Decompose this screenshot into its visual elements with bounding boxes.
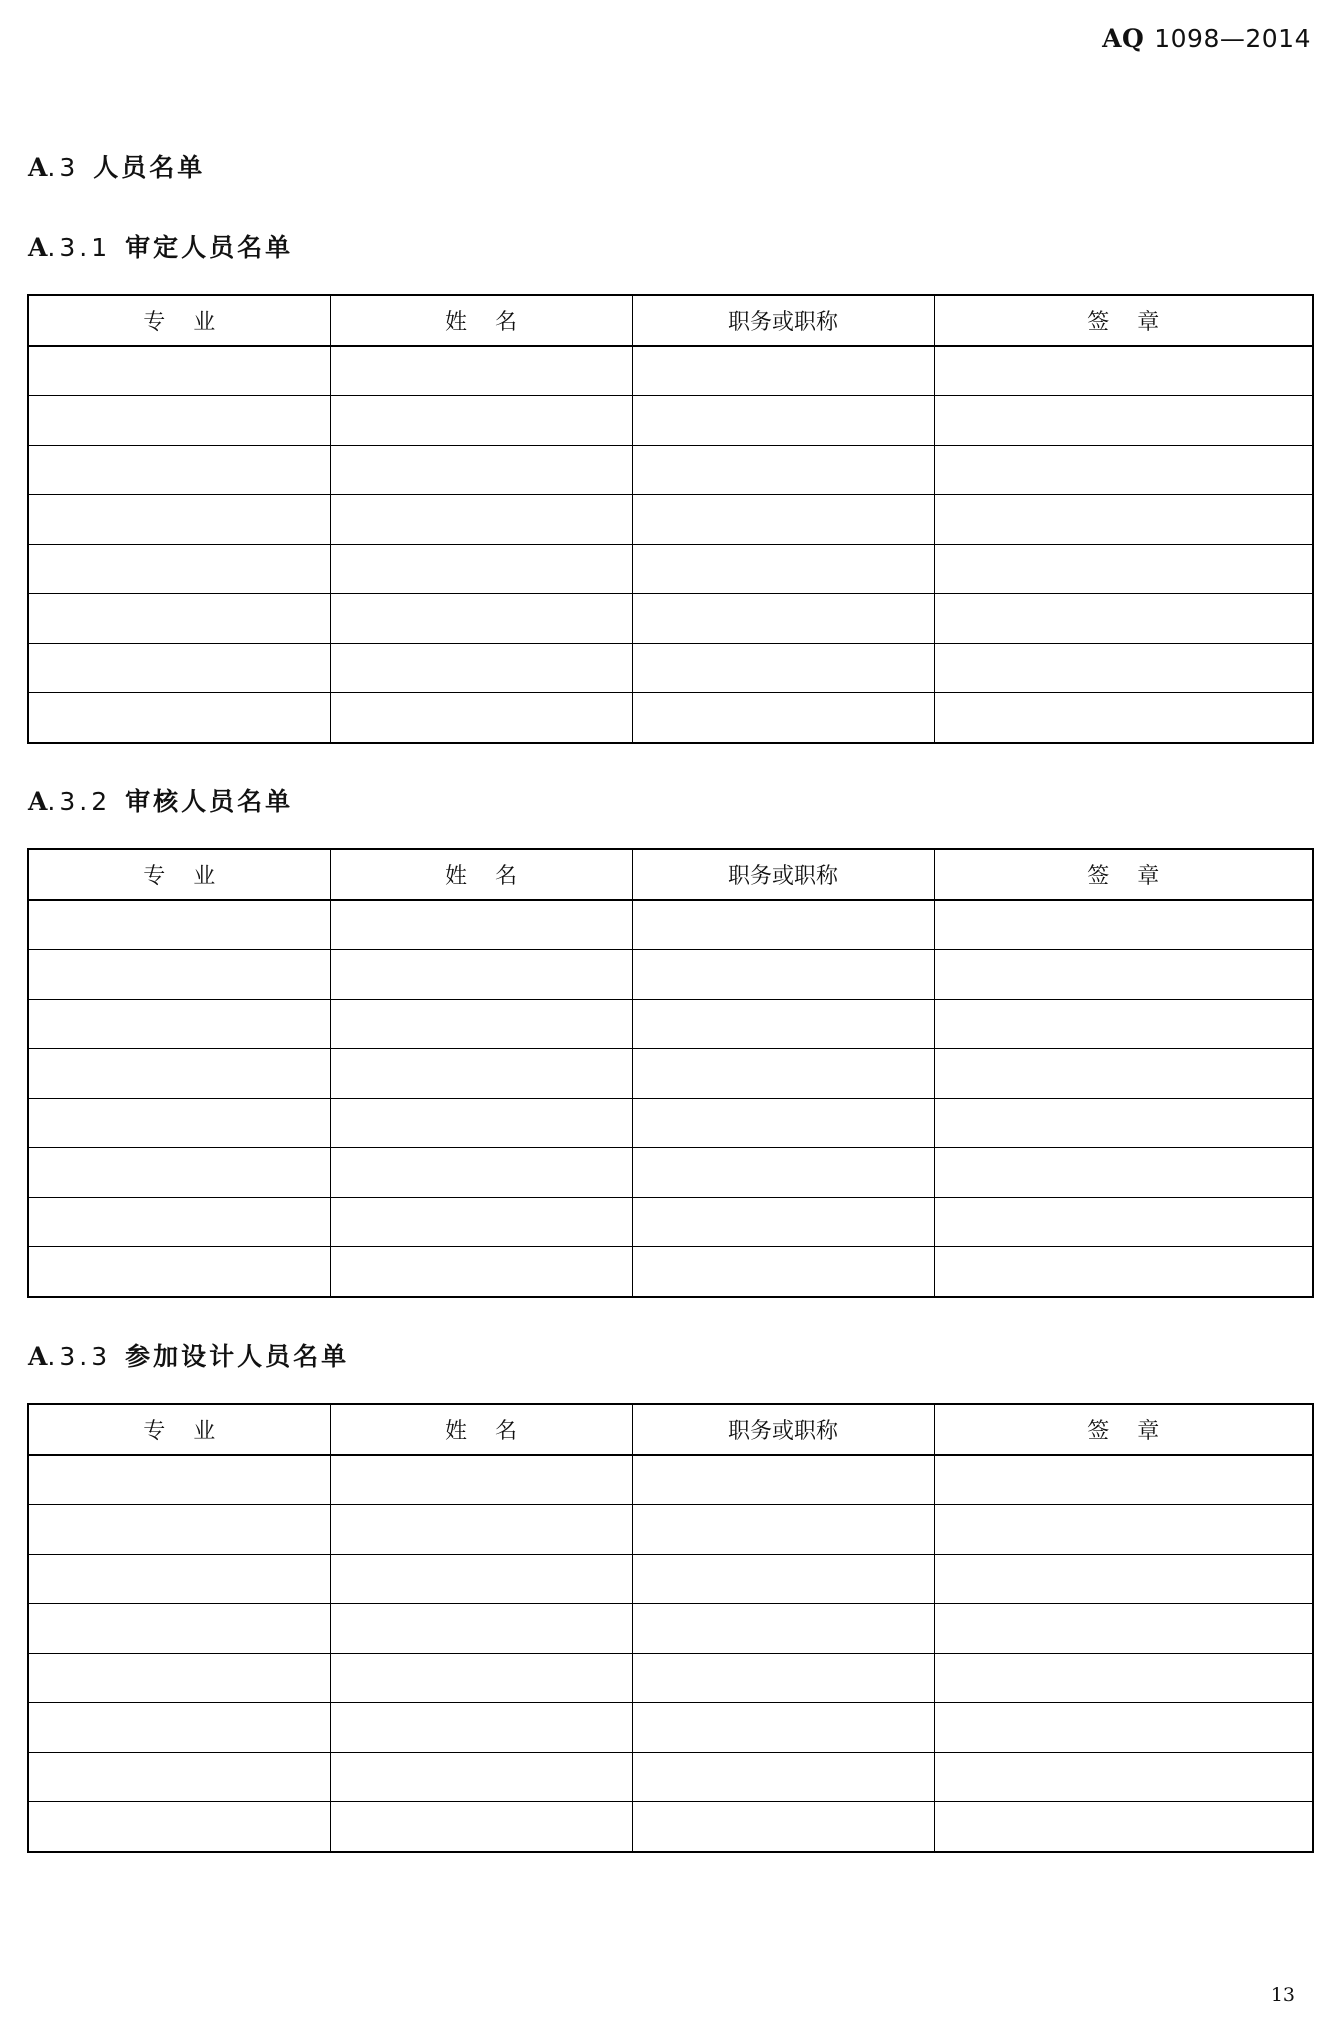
table-row — [28, 445, 1313, 495]
table-cell — [330, 1802, 632, 1852]
table-cell — [28, 1703, 330, 1753]
table-row — [28, 396, 1313, 446]
column-header-title: 职务或职称 — [632, 1404, 934, 1455]
table-row — [28, 950, 1313, 1000]
table-row — [28, 693, 1313, 743]
table-cell — [28, 544, 330, 594]
table-cell — [28, 1505, 330, 1555]
table-cell — [330, 1197, 632, 1247]
table-header-row — [28, 849, 1313, 900]
table-cell — [330, 495, 632, 545]
table-cell — [330, 950, 632, 1000]
subsection-title: 参加设计人员名单 — [125, 1342, 350, 1371]
table-cell — [632, 495, 934, 545]
table-cell — [330, 594, 632, 644]
standard-number: 1098—2014 — [1154, 24, 1311, 53]
table-cell — [28, 1554, 330, 1604]
subsection-number: A.3.2 — [28, 787, 112, 816]
table-row — [28, 1455, 1313, 1505]
table-cell — [934, 1505, 1313, 1555]
column-header-specialty: 专 业 — [28, 1404, 330, 1455]
table-cell — [28, 495, 330, 545]
table-header-row — [28, 1404, 1313, 1455]
table-heading-design — [28, 1337, 349, 1373]
table-row — [28, 1197, 1313, 1247]
section-number: A.3 — [28, 153, 80, 182]
column-header-signature: 签 章 — [934, 849, 1313, 900]
table-row — [28, 1148, 1313, 1198]
table-cell — [632, 1098, 934, 1148]
table-cell — [330, 1098, 632, 1148]
table-cell — [330, 999, 632, 1049]
table-cell — [28, 643, 330, 693]
table-cell — [330, 900, 632, 950]
table-cell — [28, 693, 330, 743]
table-cell — [330, 1247, 632, 1297]
subsection-title: 审定人员名单 — [125, 233, 294, 262]
table-cell — [28, 594, 330, 644]
table-cell — [934, 1049, 1313, 1099]
table-cell — [330, 1455, 632, 1505]
table-cell — [934, 1098, 1313, 1148]
column-header-specialty: 专 业 — [28, 295, 330, 346]
table-cell — [330, 1049, 632, 1099]
table-cell — [632, 950, 934, 1000]
table-cell — [632, 1703, 934, 1753]
table-heading-approval — [28, 228, 293, 264]
table-cell — [28, 1049, 330, 1099]
table-cell — [632, 900, 934, 950]
table-cell — [330, 1505, 632, 1555]
table-cell — [632, 643, 934, 693]
table-cell — [934, 900, 1313, 950]
page-number: 13 — [1270, 1984, 1295, 2006]
column-header-name: 姓 名 — [330, 1404, 632, 1455]
table-cell — [934, 1455, 1313, 1505]
table-cell — [28, 445, 330, 495]
review-staff-table — [27, 848, 1314, 1298]
table-cell — [632, 1049, 934, 1099]
section-heading — [28, 148, 205, 184]
table-cell — [330, 1554, 632, 1604]
table-cell — [28, 1197, 330, 1247]
table-cell — [28, 1752, 330, 1802]
approval-staff-table — [27, 294, 1314, 744]
table-cell — [632, 594, 934, 644]
table-cell — [632, 1455, 934, 1505]
table-cell — [632, 445, 934, 495]
table-cell — [28, 1098, 330, 1148]
table-cell — [330, 1703, 632, 1753]
table-cell — [632, 1554, 934, 1604]
table-row — [28, 1604, 1313, 1654]
table-cell — [934, 643, 1313, 693]
table-cell — [28, 396, 330, 446]
table-row — [28, 1752, 1313, 1802]
table-cell — [632, 1148, 934, 1198]
table-cell — [330, 1752, 632, 1802]
column-header-title: 职务或职称 — [632, 849, 934, 900]
table-cell — [28, 900, 330, 950]
design-staff-table — [27, 1403, 1314, 1853]
table-cell — [632, 1752, 934, 1802]
table-cell — [330, 445, 632, 495]
column-header-signature: 签 章 — [934, 295, 1313, 346]
table-cell — [934, 445, 1313, 495]
table-row — [28, 643, 1313, 693]
table-row — [28, 594, 1313, 644]
table-row — [28, 1802, 1313, 1852]
table-cell — [632, 1802, 934, 1852]
table-cell — [934, 346, 1313, 396]
table-cell — [330, 1148, 632, 1198]
table-cell — [330, 346, 632, 396]
table-row — [28, 1098, 1313, 1148]
table-cell — [28, 1247, 330, 1297]
table-row — [28, 1653, 1313, 1703]
table-cell — [934, 594, 1313, 644]
subsection-title: 审核人员名单 — [125, 787, 294, 816]
table-cell — [934, 999, 1313, 1049]
table-cell — [934, 1247, 1313, 1297]
standard-prefix: AQ — [1102, 24, 1145, 53]
subsection-number: A.3.1 — [28, 233, 112, 262]
table-cell — [330, 1604, 632, 1654]
table-row — [28, 495, 1313, 545]
standard-code — [1102, 24, 1311, 53]
table-cell — [632, 544, 934, 594]
table-cell — [632, 396, 934, 446]
table-row — [28, 1247, 1313, 1297]
table-cell — [330, 396, 632, 446]
table-cell — [28, 1653, 330, 1703]
table-cell — [934, 1197, 1313, 1247]
subsection-number: A.3.3 — [28, 1342, 112, 1371]
column-header-title: 职务或职称 — [632, 295, 934, 346]
table-cell — [330, 544, 632, 594]
table-cell — [330, 1653, 632, 1703]
table-row — [28, 544, 1313, 594]
table-cell — [934, 1703, 1313, 1753]
table-cell — [28, 1802, 330, 1852]
table-cell — [632, 1247, 934, 1297]
table-cell — [632, 346, 934, 396]
table-cell — [934, 950, 1313, 1000]
table-cell — [934, 1653, 1313, 1703]
table-cell — [632, 693, 934, 743]
table-cell — [934, 544, 1313, 594]
table-cell — [330, 693, 632, 743]
table-row — [28, 900, 1313, 950]
table-cell — [632, 999, 934, 1049]
table-cell — [28, 1604, 330, 1654]
table-cell — [934, 495, 1313, 545]
table-cell — [28, 950, 330, 1000]
table-cell — [934, 1148, 1313, 1198]
table-cell — [28, 1455, 330, 1505]
column-header-name: 姓 名 — [330, 849, 632, 900]
table-row — [28, 1049, 1313, 1099]
table-cell — [632, 1653, 934, 1703]
table-cell — [28, 999, 330, 1049]
table-row — [28, 1703, 1313, 1753]
table-header-row — [28, 295, 1313, 346]
table-row — [28, 346, 1313, 396]
table-row — [28, 1554, 1313, 1604]
column-header-specialty: 专 业 — [28, 849, 330, 900]
table-cell — [934, 1604, 1313, 1654]
table-cell — [934, 1752, 1313, 1802]
table-row — [28, 999, 1313, 1049]
table-cell — [28, 1148, 330, 1198]
table-cell — [934, 396, 1313, 446]
table-cell — [934, 1802, 1313, 1852]
column-header-signature: 签 章 — [934, 1404, 1313, 1455]
table-row — [28, 1505, 1313, 1555]
table-cell — [632, 1197, 934, 1247]
section-title: 人员名单 — [93, 153, 206, 182]
table-cell — [934, 693, 1313, 743]
column-header-name: 姓 名 — [330, 295, 632, 346]
table-cell — [632, 1604, 934, 1654]
table-cell — [632, 1505, 934, 1555]
table-cell — [28, 346, 330, 396]
table-cell — [934, 1554, 1313, 1604]
table-cell — [330, 643, 632, 693]
table-heading-review — [28, 782, 293, 818]
